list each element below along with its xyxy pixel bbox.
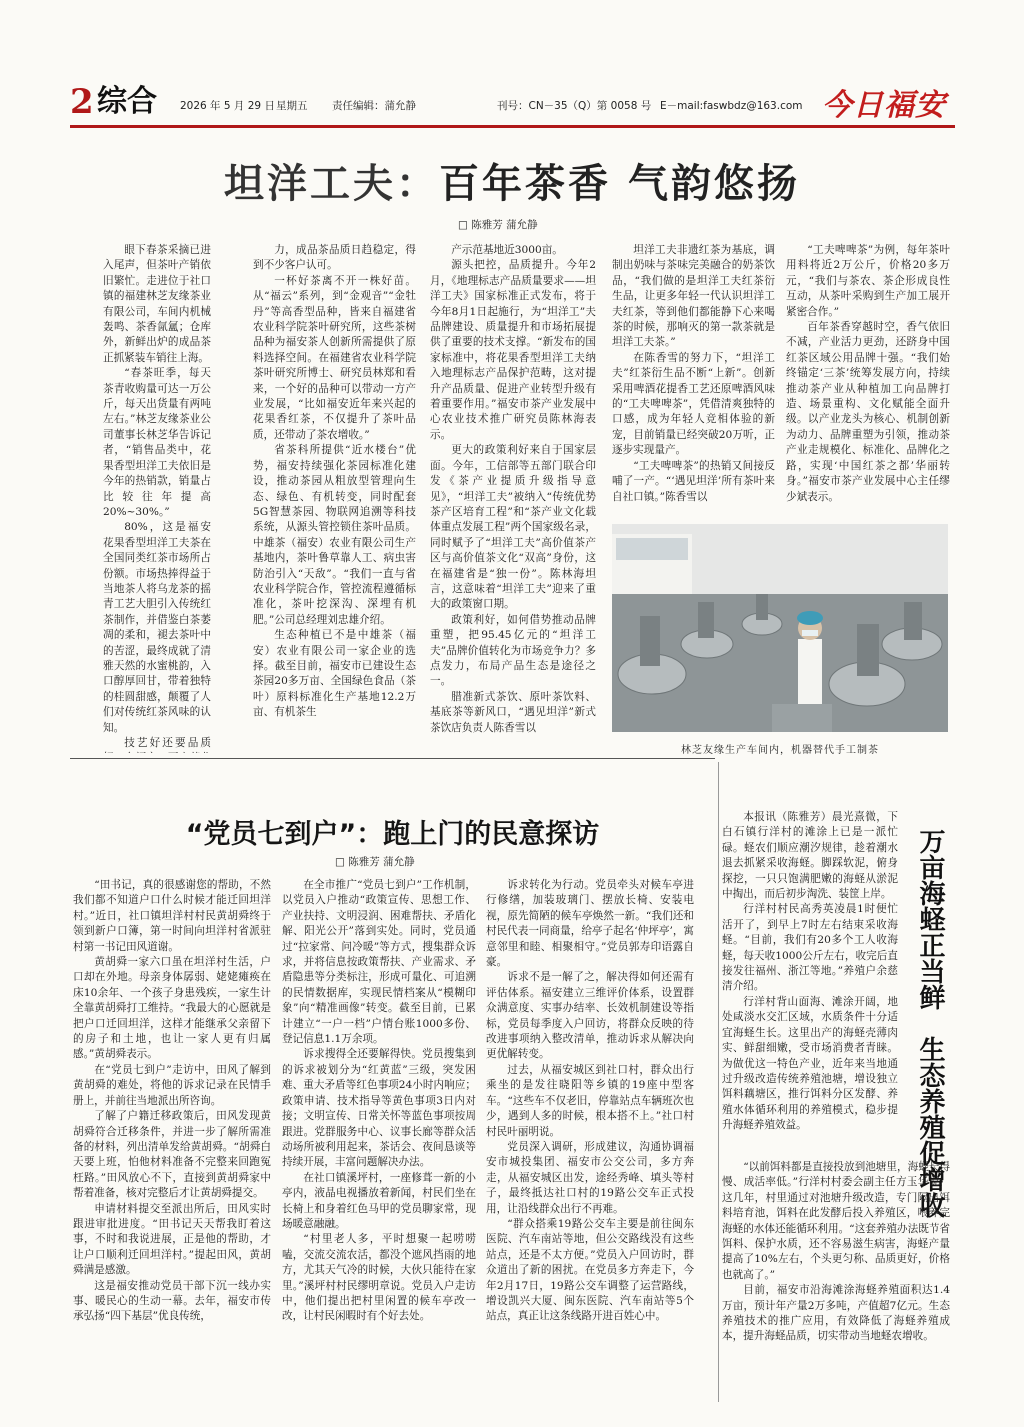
- masthead-rule: [70, 125, 955, 128]
- paragraph: 党员深入调研，形成建议，沟通协调福安市城投集团、福安市公交公司，多方奔走，从福安城区出发，途经秀峰、填头等村子，最终抵达社口村的19路公交车正式投用，让沿线群众出行不再难。: [486, 1140, 694, 1215]
- article2-headline-part1: “党员七到户”: [185, 819, 357, 850]
- paragraph: “春茶旺季，每天茶青收购量可达一万公斤，每天出货量有两吨左右。”林芝友缘茶业公司董事长林芝华告诉记者，“销售品类中，花果香型坦洋工夫依旧是今年的热销款，销量占比较往年提高20%~30%。”: [103, 367, 211, 518]
- responsible-editor: 责任编辑：蒲允静: [332, 100, 416, 112]
- issue-weekday: 星期五: [276, 100, 308, 112]
- paragraph: 源头把控，品质提升。今年2月，《地理标志产品质量要求——坦洋工夫》国家标准正式发布，将于今年8月1日起施行，为“坦洋工”夫品牌建设、质量提升和市场拓展提供了重要的技术支撑。“新发布的国家标准中，将花果香型坦洋工夫纳入地理标志产品保护范畴，这对提升产品质量、促进产业转型升级有着重要作用。”福安市茶产业发展中心农业技术推广研究员陈林海表示。: [430, 259, 596, 441]
- paragraph: 在“党员七到户”走访中，田风了解到黄胡舜的难处，将他的诉求记录在民情手册上，并前往当地派出所咨询。: [73, 1063, 271, 1107]
- article2-column-1: [73, 878, 271, 1398]
- paragraph: “群众搭乘19路公交车主要是前往闽东医院、汽车南站等地，但公交路线没有这些站点，还是不太方便。”党员入户回访时，群众道出了新的困扰。在党员多方奔走下，今年2月17日，19路公交车调整了运营路线，增设凯兴大厦、闽东医院、汽车南站等5个站点，真正让这条线路开进百姓心中。: [486, 1217, 694, 1323]
- article1-headline-part1: 坦洋工夫：: [224, 161, 440, 207]
- paragraph: 生态种植已不是中雄茶（福安）农业有限公司一家企业的选择。截至目前，福安市已建设生态茶园20多万亩、全国绿色食品（茶叶）原料标准化生产基地12.2万亩、有机茶生: [253, 629, 416, 719]
- paragraph: 坦洋工夫非遗红茶为基底，调制出奶味与茶味完美融合的奶茶饮品，“我们做的是坦洋工夫红茶衍生品，让更多年轻一代认识坦洋工夫红茶，等到他们都能静下心来喝茶的时候，那响灭的第一款茶就是坦洋工夫茶。”: [612, 244, 775, 349]
- article2-headline: [70, 812, 715, 851]
- paragraph: “工夫啤啤茶”的热销又间接反哺了一产。“‘遇见坦洋’所有茶叶来自社口镇。”陈香雪以: [612, 459, 775, 503]
- section-divider: [70, 758, 715, 759]
- paragraph: 在全市推广“党员七到户”工作机制，以党员入户推动“政策宣传、思想工作、产业扶持、文明浸润、困难帮扶、矛盾化解、阳光公开”落到实处。同时，党员通过“拉家常、问冷暖”等方式，搜集群众诉求，并将信息按政策帮扶、产业需求、矛盾隐患等分类标注，形成可量化、可追溯的民情数据库，实现民情档案从“模糊印象”向“精准画像”转变。截至目前，已累计建立“一户一档”户情台账1000多份、登记信息1.1万余项。: [282, 879, 476, 1046]
- article1-column-2: [253, 243, 416, 753]
- paragraph: 本报讯（陈雅芳）晨光熹微，下白石镇行洋村的滩涂上已是一派忙碌。蛏农们顺应潮汐规律，趁着潮水退去抓紧采收海蛏。脚踩软泥，俯身探挖，一只只饱满肥嫩的海蛏从淤泥中掏出，而后初步淘洗、装筐上岸。: [722, 811, 898, 901]
- paragraph: 行洋村背山面海、滩涂开阔，地处咸淡水交汇区域，水质条件十分适宜海蛏生长。这里出产的海蛏壳薄肉实、鲜甜细嫩，受市场消费者青睐。为做优这一特色产业，近年来当地通过升级改造传统养殖池塘，增设独立饵料藕塘区，推行饵料分区发酵、养殖水体循环利用的养殖模式，稳步提升海蛏养殖效益。: [722, 995, 898, 1132]
- paragraph: 眼下春茶采摘已进入尾声，但茶叶产销依旧繁忙。走进位于社口镇的福建林芝友缘茶业有限公司，车间内机械轰鸣、茶香氤氲；仓库外，新鲜出炉的成品茶正抓紧装车销往上海。: [103, 244, 211, 364]
- factory-photo-illustration: [612, 524, 948, 732]
- issue-number: 刊号：CN－35（Q）第 0058 号: [497, 100, 652, 112]
- paragraph: 产示范基地近3000亩。: [451, 244, 563, 256]
- article1-headline: [0, 152, 1024, 209]
- contact-email: E－mail:faswbdz@163.com: [660, 100, 803, 112]
- article1-byline: □ 陈雅芳 蒲允静: [458, 219, 538, 231]
- paragraph: 目前，福安市沿海滩涂海蛏养殖面积达1.4万亩，预计年产量2万多吨，产值超7亿元。生态养殖技术的推广应用，有效降低了海蛏养殖成本，提升海蛏品质，切实带动当地蛏农增收。: [722, 1284, 950, 1343]
- paragraph: 申请材料提交至派出所后，田风实时跟进审批进度。“田书记天天帮我盯着这事，不时和我说进展，正是他的帮助，才让户口顺利迁回坦洋村。”提起田风，黄胡舜满是感激。: [73, 1202, 271, 1277]
- paragraph: 黄胡舜一家六口虽在坦洋村生活，户口却在外地。母亲身体孱弱、姥姥瘫痪在床10余年、一个孩子身患残疾，一家生计全靠黄胡舜打工维持。“我最大的心愿就是把户口迁回坦洋，这样才能继承父亲留下的房子和土地，也让一家人更有归属感。”黄胡舜表示。: [73, 956, 271, 1061]
- paragraph: “村里老人多，平时想聚一起唠唠嗑，交流交流农活，都没个遮风挡雨的地方，尤其天气冷的时候，大伙只能待在家里。”溪坪村村民缪明章说。党员入户走访中，他们提出把村里闲置的候车亭改一改，让村民闲暇时有个好去处。: [282, 1233, 476, 1323]
- paragraph: 诉求不是一解了之，解决得如何还需有评估体系。福安建立三维评价体系，设置群众满意度、实事办结率、长效机制建设等指标，党员每季度入户回访，将群众反映的待改进事项纳入整改清单，推动诉求从解决向更优解转变。: [486, 971, 694, 1061]
- article1-column-4: [612, 243, 775, 519]
- column-divider: [718, 762, 719, 1402]
- article2-column-2: [282, 878, 476, 1398]
- paragraph: 行洋村村民高秀英凌晨1时便忙活开了，到早上7时左右结束采收海蛏。“目前，我们有20多个工人收海蛏，每天收1000公斤左右，收完后直接发往福州、浙江等地。”养殖户余慈清介绍。: [722, 903, 898, 993]
- article2-column-3: [486, 878, 694, 1398]
- article1-column-3: [430, 243, 596, 753]
- paragraph: “田书记，真的很感谢您的帮助，不然我们都不知道户口什么时候才能迁回坦洋村。”近日，社口镇坦洋村村民黄胡舜终于领到新户口簿，第一时间向坦洋村省派驻村第一书记田风道谢。: [73, 879, 271, 953]
- paragraph: 这是福安推动党员干部下沉一线办实事、暖民心的生动一幕。去年，福安市传承弘扬“四下基层”优良传统，: [73, 1279, 271, 1323]
- paragraph: 政策利好，如何借势推动品牌重塑，把95.45亿元的“坦洋工夫”品牌价值转化为市场竞争力？多点发力，布局产品生态是途径之一。: [430, 613, 596, 688]
- paragraph: 过去，从福安城区到社口村，群众出行乘坐的是发往晓阳等乡镇的19座中型客车。“这些车不仅老旧，停靠站点车辆班次也少，遇到人多的时候，根本搭不上。”社口村村民叶丽明说。: [486, 1063, 694, 1138]
- article3-text-top: [722, 810, 898, 1166]
- article2-byline: □ 陈雅芳 蒲允静: [335, 856, 415, 868]
- paragraph: “以前饵料都是直接投放到池塘里，海蛏长得慢、成活率低。”行洋村村委会副主任方玉华说，这几年，村里通过对池塘升级改造，专门隔出饵料培育池，饵料在此发酵后投入养殖区，喂养完海蛏的水体还能循环利用。“这套养殖办法既节省饵料、保护水质，还不容易滋生病害，海蛏产量提高了10%左右，个头更匀称、品质更好，价格也就高了。”: [722, 1161, 950, 1281]
- article3-headline: 万亩海蛏正当鲜 生态养殖促增收: [915, 828, 945, 1218]
- paragraph: 诉求转化为行动。党员牵头对候车亭进行修缮，加装玻璃门、摆放长椅、安装电视，原先简陋的候车亭焕然一新。“我们还和村民代表一同商量，给亭子起名‘仲坪亭’，寓意邻里和睦、相聚相守。”党员郭寿印语露自豪。: [486, 879, 694, 969]
- section-name: 综合: [97, 84, 157, 119]
- article1-headline-part2: 百年茶香 气韵悠扬: [439, 160, 800, 207]
- paragraph: 更大的政策利好来自于国家层面。今年，工信部等五部门联合印发《茶产业提质升级指导意见》，“坦洋工夫”被纳入“传统优势茶产区培育工程”和“茶产业文化载体重点发展工程”两个国家级名录，同时赋予了“坦洋工夫”高价值茶产区与高价值茶文化“双高”身份，这在福建省是“独一份”。陈林海坦言，这意味着“坦洋工夫”迎来了重大的政策窗口期。: [430, 444, 596, 611]
- paragraph: 省茶科所提供“近水楼台”优势，福安持续强化茶园标准化建设，推动茶园从粗放型管理向生态、绿色、有机转变，同时配套5G智慧茶园、物联网追溯等科技系统，从源头管控锁住茶叶品质。中雄茶（福安）农业有限公司生产基地内，茶叶鲁草靠人工、病虫害防治引入“天敌”。“我们一直与省农业科学院合作，管控流程遵循标准化，茶叶挖深沟、深埋有机肥。”公司总经理刘忠雄介绍。: [253, 444, 416, 626]
- factory-photo: [612, 524, 948, 732]
- masthead: [0, 0, 1024, 130]
- paragraph: 技艺好还要品质: [124, 737, 211, 749]
- paragraph: 一杯好茶离不开一株好苗。从“福云”系列，到“金观音”“金牡丹”等高香型品种，皆来自福建省农业科学院茶叶研究所，这些茶树品种为福安茶人创新所需提供了原料选择空间。在福建省农业科学院茶叶研究所博士、研究员林郑和看来，一个好的品种可以带动一方产业发展，“比如福安近年来兴起的花果香红茶，不仅提升了茶叶品质，还带动了茶农增收。”: [253, 274, 416, 441]
- paragraph: 力，成品茶品质日趋稳定，得到不少客户认可。: [253, 244, 416, 272]
- article3-text-bottom: [722, 1160, 950, 1404]
- page-number: 2: [70, 82, 94, 122]
- article2-headline-part2: ：跑上门的民意探访: [356, 819, 600, 850]
- issue-date: 2026 年 5 月 29 日: [180, 100, 275, 112]
- paragraph: “工夫啤啤茶”为例，每年茶叶用料将近2万公斤，价格20多万元，“我们与茶农、茶企形成良性互动，从茶叶采购到生产加工展开紧密合作。”: [786, 244, 950, 318]
- paragraph: 80%，这是福安花果香型坦洋工夫茶在全国同类红茶市场所占份额。市场热捧得益于当地茶人将乌龙茶的摇青工艺大胆引入传统红茶制作，并借鉴白茶萎凋的柔和，褪去茶叶中的苦涩，最终成就了清雅天然的水蜜桃韵，入口醇厚回甘，带着独特的桂圆甜感，颠覆了人们对传统红茶风味的认知。: [103, 521, 211, 734]
- newspaper-logo: 今日福安: [822, 88, 946, 123]
- paragraph: 在社口镇溪坪村，一座修葺一新的小亭内，液晶电视播放着新闻，村民们坐在长椅上和身着红色马甲的党员聊家常，现场暖意融融。: [282, 1171, 476, 1230]
- photo-caption: 林芝友缘生产车间内，机器替代手工制茶: [681, 745, 879, 756]
- article1-column-1: [103, 243, 211, 753]
- paragraph: 诉求搜得全还要解得快。党员搜集到的诉求被划分为“红黄蓝”三级，突发困难、重大矛盾等红色事项24小时内响应；政策申请、技术指导等黄色事项3日内对接；文明宣传、日常关怀等蓝色事项按周跟进。党群服务中心、议事长廊等群众活动场所被利用起来，茶话会、夜间恳谈等持续开展，丰富问题解决办法。: [282, 1048, 476, 1169]
- paragraph: 腊准新式茶饮、原叶茶饮料、基底茶等新风口，“遇见坦洋”新式茶饮店负责人陈香雪以: [430, 690, 596, 734]
- paragraph: 百年茶香穿越时空，香气依旧不减，产业活力更劲，还跻身中国红茶区域公用品牌十强。“我们始终锚定‘三茶’统筹发展方向，持续推动茶产业从种植加工向品牌打造、场景重构、文化赋能全面升级。以产业龙头为核心、机制创新为动力、品牌重塑为引领，推动茶产业走规模化、标准化、品牌化之路，实现‘中国红茶之都’华丽转身。”福安市茶产业发展中心主任缪少斌表示。: [786, 321, 950, 503]
- article1-column-5: [786, 243, 950, 519]
- paragraph: 在陈香雪的努力下，“坦洋工夫”红茶衍生品不断“上新”。创新采用啤酒花提香工艺还原啤酒风味的“工夫啤啤茶”，凭借清爽独特的口感，成为年轻人竞相体验的新宠，目前销量已经突破20万听，正逐步实现量产。: [612, 351, 775, 457]
- paragraph: 了解了户籍迁移政策后，田风发现黄胡舜符合迁移条件，并进一步了解所需准备的材料，列出清单发给黄胡舜。“胡舜白天要上班，怕他材料准备不完整来回跑冤枉路。”田风放心不下，直接到黄胡舜家中帮着准备，核对完整后才让黄胡舜提交。: [73, 1110, 271, 1200]
